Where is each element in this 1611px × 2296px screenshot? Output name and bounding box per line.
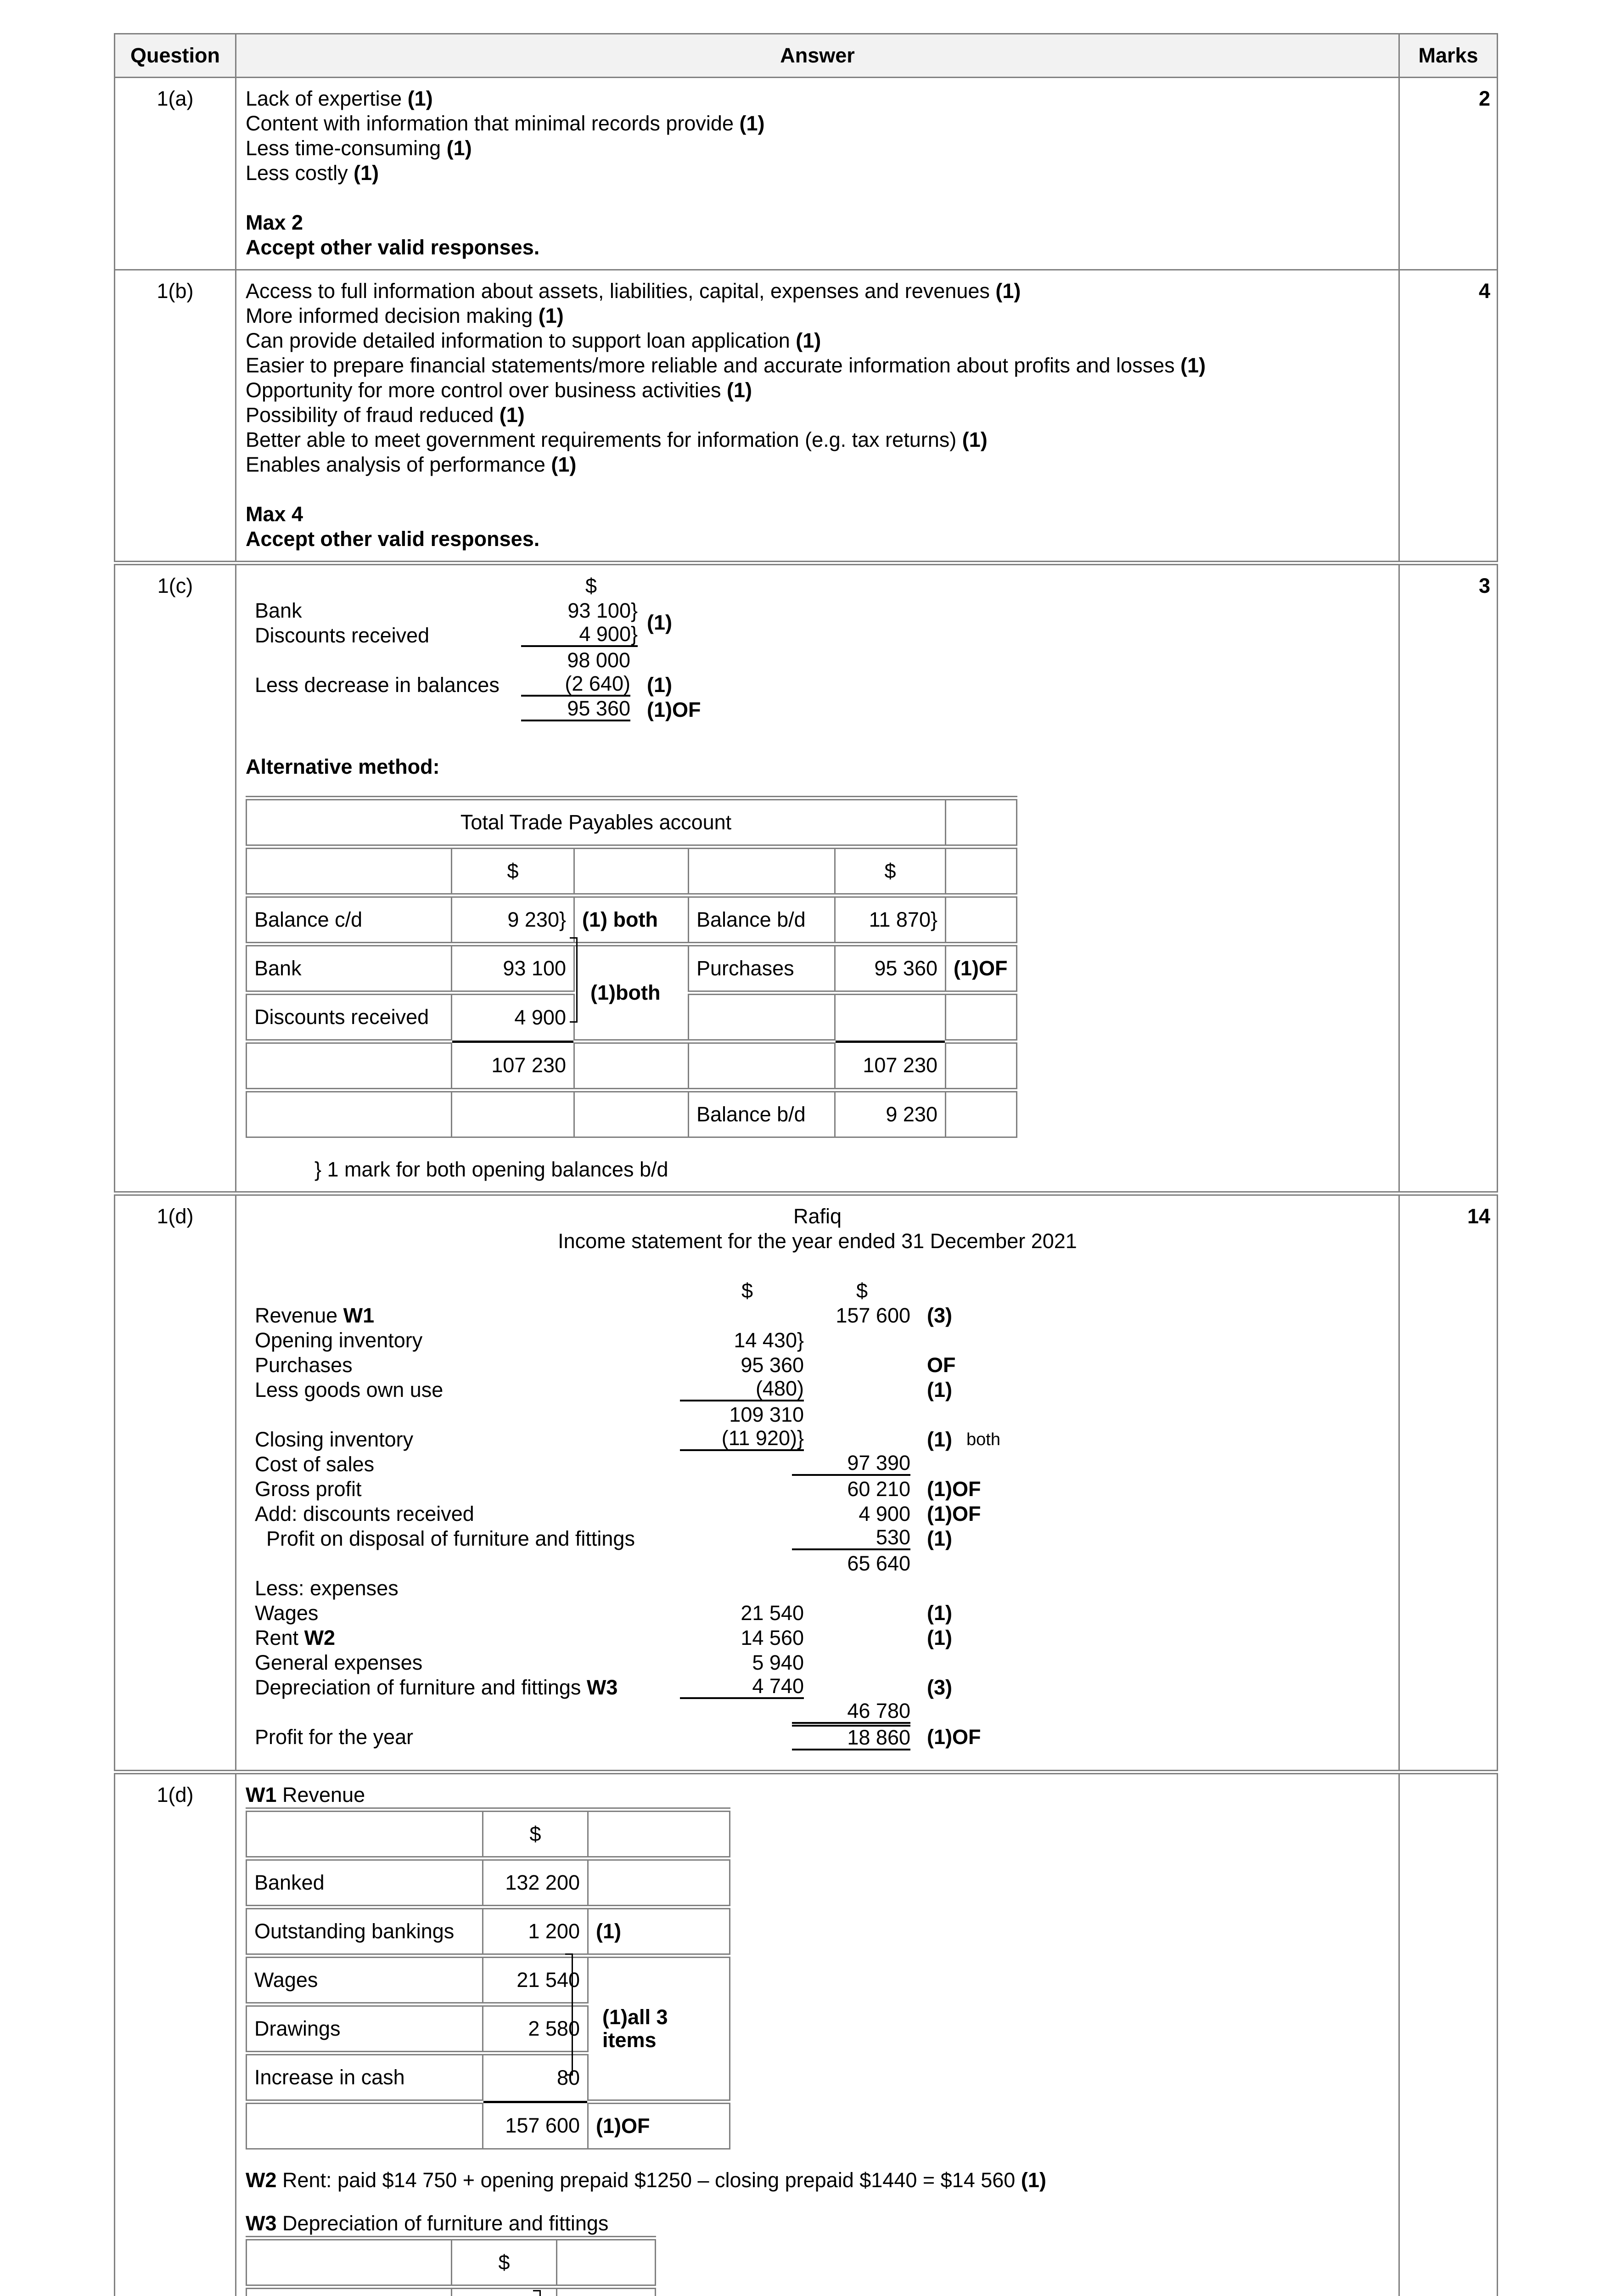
- mark-award: (3): [927, 1676, 952, 1699]
- statement-label: Profit for the year: [255, 1725, 414, 1749]
- statement-label: Wages: [255, 1601, 319, 1625]
- calc-label: Less decrease in balances: [255, 673, 500, 697]
- mark-award: OF: [927, 1353, 956, 1377]
- mark-scheme-table: [114, 33, 1498, 2296]
- statement-value: 97 390: [792, 1452, 910, 1476]
- statement-label: Closing inventory: [255, 1428, 414, 1451]
- calc-total: 95 360: [521, 698, 630, 721]
- answer-line: Less time-consuming (1): [246, 136, 472, 160]
- ledger-row: Discounts received 4 900: [247, 993, 1017, 1041]
- payables-ledger: [246, 796, 1017, 1138]
- statement-value: 46 780: [792, 1700, 910, 1724]
- answer-line: Access to full information about assets, liabilities, capital, expenses and revenues (1): [246, 279, 1021, 303]
- statement-label: Depreciation of furniture and fittings W3: [255, 1676, 618, 1699]
- ledger-footnote: } 1 mark for both opening balances b/d: [314, 1158, 668, 1181]
- statement-label: Less: expenses: [255, 1576, 399, 1600]
- working-tag: W1: [246, 1783, 277, 1806]
- mark-award: (1): [647, 611, 672, 634]
- statement-label: Revenue W1: [255, 1304, 375, 1327]
- statement-label: Rent W2: [255, 1626, 336, 1649]
- statement-value: 109 310: [729, 1403, 804, 1426]
- header-marks: Marks: [1399, 34, 1498, 78]
- currency-header: $: [452, 847, 574, 895]
- calc-label: Bank: [255, 599, 302, 622]
- calc-value: (2 640): [521, 673, 630, 697]
- answer-line: Better able to meet government requirements for information (e.g. tax returns) (1): [246, 428, 988, 451]
- marks-cell: 3: [1399, 563, 1498, 1193]
- statement-value: 95 360: [741, 1353, 804, 1377]
- row-1d-workings: [115, 1772, 1498, 2296]
- answer-line: Content with information that minimal records provide (1): [246, 112, 765, 135]
- statement-value: 21 540: [741, 1601, 804, 1625]
- statement-label: General expenses: [255, 1651, 423, 1674]
- statement-label: Gross profit: [255, 1477, 362, 1501]
- answer-line: Easier to prepare financial statements/more reliable and accurate information about profits and losses (1): [246, 354, 1206, 377]
- currency-header: $: [835, 847, 946, 895]
- currency-header: $: [585, 574, 597, 597]
- bracket: [565, 1953, 573, 2076]
- working-row: Drawings 2 580: [247, 2004, 730, 2053]
- currency-header: $: [452, 2238, 557, 2287]
- mark-award: (1): [927, 1527, 952, 1550]
- statement-value: (11 920)}: [680, 1427, 804, 1451]
- business-name: Rafiq: [793, 1204, 842, 1228]
- working-row: Increase in cash 80: [247, 2053, 730, 2102]
- statement-value: 65 640: [847, 1552, 910, 1575]
- w3-depreciation-table: [246, 2236, 656, 2296]
- statement-value: 4 740: [680, 1675, 804, 1699]
- marks-cell: 14: [1399, 1193, 1498, 1772]
- answer-line: Less costly (1): [246, 161, 379, 185]
- bracket: [570, 937, 578, 1023]
- mark-award: (1): [927, 1378, 952, 1401]
- answer-cell: [236, 1772, 1399, 2296]
- statement-value: 14 430}: [734, 1328, 804, 1352]
- statement-value: 5 940: [752, 1651, 804, 1674]
- mark-award: (1): [927, 1601, 952, 1625]
- answer-line: Can provide detailed information to support loan application (1): [246, 329, 821, 352]
- working-row: Outstanding bankings 1 200 (1): [247, 1907, 730, 1956]
- header-question: Question: [115, 34, 236, 78]
- max-note: Max 4: [246, 502, 303, 526]
- header-row: [115, 34, 1498, 78]
- statement-value: 60 210: [847, 1477, 910, 1501]
- statement-label: Opening inventory: [255, 1328, 423, 1352]
- statement-label: Profit on disposal of furniture and fittings: [255, 1527, 635, 1550]
- statement-label: Add: discounts received: [255, 1502, 474, 1525]
- working-tag: W3: [246, 2212, 277, 2235]
- mark-award: (1)OF: [927, 1725, 981, 1749]
- working-row: Banked 132 200: [247, 1858, 730, 1907]
- mark-award: (1)OF: [927, 1477, 981, 1501]
- accept-note: Accept other valid responses.: [246, 236, 540, 259]
- mark-award: (1): [1021, 2168, 1046, 2192]
- mark-award: (1)OF: [647, 698, 701, 721]
- w1-revenue-table: [246, 1807, 730, 2150]
- currency-header: $: [741, 1279, 753, 1302]
- answer-cell: [236, 78, 1399, 270]
- mark-award: (1): [647, 673, 672, 697]
- working-title: Revenue: [276, 1783, 365, 1806]
- statement-label: Cost of sales: [255, 1452, 375, 1476]
- payables-calculation: [246, 574, 1389, 730]
- ledger-row: Bank 93 100 (1)both Purchases 95 360 (1)OF: [247, 944, 1017, 993]
- answer-cell: [236, 270, 1399, 563]
- row-1c: [115, 563, 1498, 1193]
- answer-line: Opportunity for more control over business activities (1): [246, 378, 752, 402]
- answer-line: Possibility of fraud reduced (1): [246, 403, 525, 427]
- max-note: Max 2: [246, 211, 303, 234]
- marks-cell: 2: [1399, 78, 1498, 270]
- currency-header: $: [856, 1279, 868, 1302]
- working-row: Wages 21 540 (1)all 3 items: [247, 1956, 730, 2004]
- working-tag: W2: [246, 2168, 277, 2192]
- calc-subtotal: 98 000: [567, 648, 630, 672]
- income-statement: [246, 1278, 1389, 1751]
- working-title: Depreciation of furniture and fittings: [276, 2212, 609, 2235]
- question-number: 1(a): [115, 78, 236, 270]
- row-1a: [115, 78, 1498, 270]
- question-number: 1(b): [115, 270, 236, 563]
- answer-line: Enables analysis of performance (1): [246, 453, 577, 476]
- answer-line: More informed decision making (1): [246, 304, 564, 327]
- row-1b: [115, 270, 1498, 563]
- mark-award: (1): [927, 1626, 952, 1649]
- calc-value: 93 100}: [567, 599, 638, 622]
- mark-note: both: [966, 1430, 1000, 1449]
- mark-award: (3): [927, 1304, 952, 1327]
- row-1d-income-statement: [115, 1193, 1498, 1772]
- statement-value: 4 900: [859, 1502, 910, 1525]
- answer-cell: [236, 1193, 1399, 1772]
- question-number: 1(d): [115, 1193, 236, 1772]
- accept-note: Accept other valid responses.: [246, 527, 540, 551]
- answer-line: Lack of expertise (1): [246, 87, 433, 110]
- statement-value: (480): [680, 1378, 804, 1401]
- mark-award: (1): [927, 1428, 952, 1451]
- statement-value: 18 860: [792, 1725, 910, 1750]
- ledger-row: Balance b/d 9 230: [247, 1090, 1017, 1137]
- ledger-title: Total Trade Payables account: [247, 798, 946, 847]
- header-answer: Answer: [236, 34, 1399, 78]
- marks-cell: 4: [1399, 270, 1498, 563]
- question-number: 1(c): [115, 563, 236, 1193]
- calc-value: 4 900}: [521, 623, 638, 647]
- ledger-total-row: 107 230 107 230: [247, 1041, 1017, 1090]
- answer-cell: [236, 563, 1399, 1193]
- working-total-row: 157 600 (1)OF: [247, 2102, 730, 2149]
- working-row: [247, 2287, 656, 2296]
- currency-header: $: [483, 1810, 588, 1858]
- marks-cell: [1399, 1772, 1498, 2296]
- w2-rent-working: Rent: paid $14 750 + opening prepaid $1250 – closing prepaid $1440 = $14 560: [276, 2168, 1021, 2192]
- statement-value: 14 560: [741, 1626, 804, 1649]
- bracket: [533, 2290, 541, 2296]
- statement-title: Income statement for the year ended 31 December 2021: [558, 1229, 1077, 1253]
- mark-award: (1)OF: [927, 1502, 981, 1525]
- statement-label: Purchases: [255, 1353, 353, 1377]
- question-number: 1(d): [115, 1772, 236, 2296]
- calc-label: Discounts received: [255, 624, 430, 647]
- statement-value: 530: [792, 1526, 910, 1550]
- ledger-row: Balance c/d 9 230} (1) both Balance b/d 11 870}: [247, 895, 1017, 944]
- statement-label: Less goods own use: [255, 1378, 443, 1401]
- statement-value: 157 600: [836, 1304, 910, 1327]
- alternative-method-heading: Alternative method:: [246, 755, 440, 778]
